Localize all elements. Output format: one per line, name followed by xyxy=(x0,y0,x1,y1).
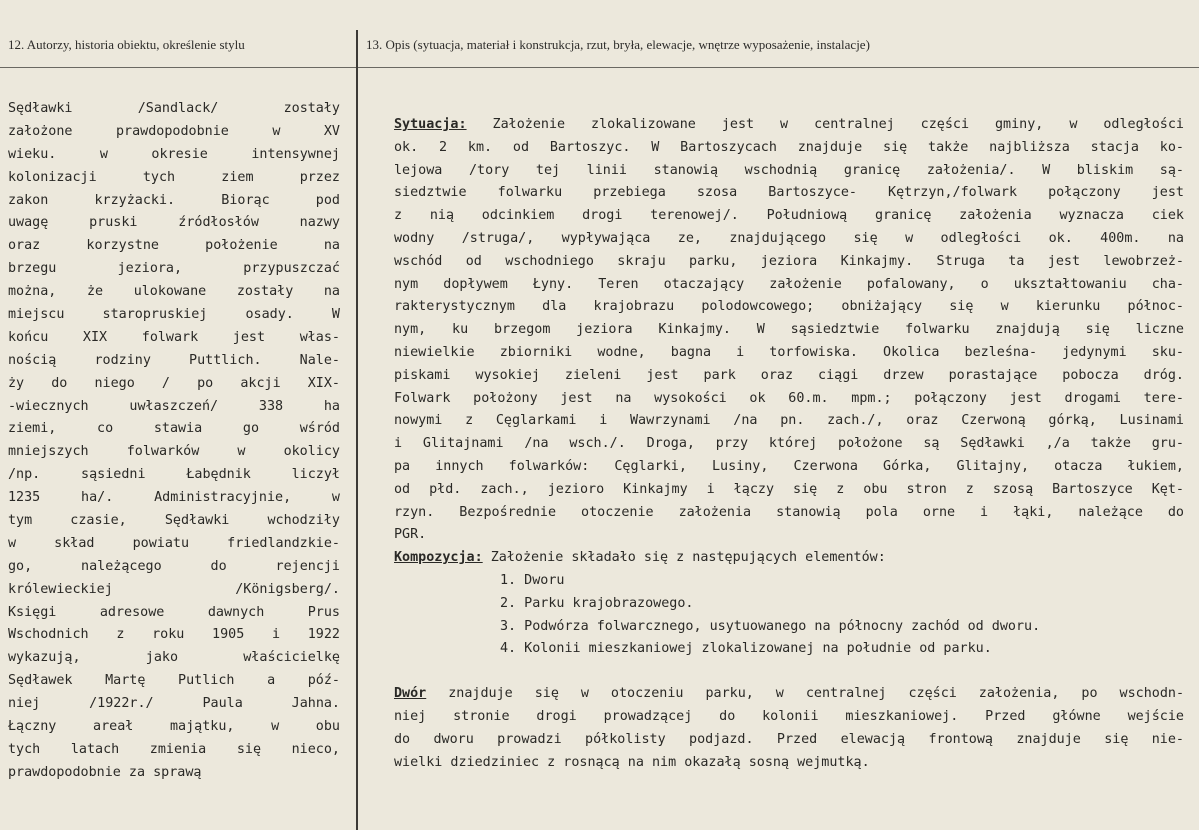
sytuacja-text: nym dopływem Łyny. Teren otaczający założenie pofalowany, o ukształtowaniu cha- xyxy=(394,276,1184,292)
sytuacja-text: i Glitajnami /na wsch./. Droga, przy której położone są Sędławki ,/a także gru- xyxy=(394,436,1184,452)
dwor-line xyxy=(394,706,1184,729)
sytuacja-text: nowymi z Cęglarkami i Wawrzynami /na pn. zach./, oraz Czerwoną górką, Lusinami xyxy=(394,413,1184,429)
history-line: wieku. w okresie intensywnej xyxy=(8,146,340,162)
sytuacja-line xyxy=(394,410,1184,433)
sytuacja-line xyxy=(394,479,1184,502)
sytuacja-text: wodny /struga/, wypływająca ze, znajdującego się w odległości ok. 400m. na xyxy=(394,230,1184,246)
history-line: Łączny areał majątku, w obu xyxy=(8,719,340,735)
sytuacja-text: Folwark położony jest na wysokości ok 60.m. mpm.; połączony jest drogami tere- xyxy=(394,390,1184,406)
sytuacja-text: rakterystycznym dla krajobrazu polodowcowego; obniżający się w kierunku północ- xyxy=(394,299,1184,315)
kompozycja-item: 3. Podwórza folwarcznego, usytuowanego na północny zachód od dworu. xyxy=(500,618,1041,634)
dwor-text: do dworu prowadzi półkolisty podjazd. Przed elewacją frontową znajduje się nie- xyxy=(394,731,1184,747)
history-line: /np. sąsiedni Łabędnik liczył xyxy=(8,467,340,483)
history-line: go, należącego do rejencji xyxy=(8,558,340,574)
sytuacja-text: piskami wysokiej zieleni jest park oraz ciągi drzew porastające pobocza dróg. xyxy=(394,367,1184,383)
history-line: ziemi, co stawia go wśród xyxy=(8,421,340,437)
history-line: królewieckiej /Königsberg/. xyxy=(8,581,340,597)
history-line: nością rodziny Puttlich. Nale- xyxy=(8,352,340,368)
kompozycja-section xyxy=(394,547,1184,661)
paragraph-gap xyxy=(394,661,1184,683)
sytuacja-text: lejowa /tory tej linii stanowią wschodnią granicę założenia/. W bliskim są- xyxy=(394,162,1184,178)
sytuacja-text: niewielkie zbiorniki wodne, bagna i torfowiska. Okolica bezleśna- jedynymi sku- xyxy=(394,344,1184,360)
dwor-line xyxy=(394,729,1184,752)
header-divider xyxy=(0,67,1199,68)
kompozycja-item: 4. Kolonii mieszkaniowej zlokalizowanej na południe od parku. xyxy=(500,641,992,657)
sytuacja-text: nym, ku brzegom jeziora Kinkajmy. W sąsiedztwie folwarku znajdują się liczne xyxy=(394,322,1184,338)
history-line: uwagę pruski źródłosłów nazwy xyxy=(8,215,340,231)
sytuacja-line xyxy=(394,502,1184,525)
history-line: założone prawdopodobnie w XV xyxy=(8,123,340,139)
dwor-heading: Dwór xyxy=(394,686,427,702)
kompozycja-intro-line xyxy=(394,547,1184,570)
dwor-paragraph xyxy=(394,683,1184,774)
kompozycja-item: 2. Parku krajobrazowego. xyxy=(500,595,694,611)
sytuacja-line xyxy=(394,274,1184,297)
sytuacja-paragraph xyxy=(394,114,1184,547)
history-line: można, że ulokowane zostały na xyxy=(8,284,340,300)
sytuacja-text: od płd. zach., jezioro Kinkajmy i łączy się z obu stron z szosą Bartoszyce Kęt- xyxy=(394,481,1184,497)
sytuacja-text: pa innych folwarków: Cęglarki, Lusiny, Czerwona Górka, Glitajny, otacza łukiem, xyxy=(394,458,1184,474)
kompozycja-intro: Założenie składało się z następujących elementów: xyxy=(490,550,886,566)
section-12-header: 12. Autorzy, historia obiektu, określenie stylu xyxy=(8,37,245,52)
history-line: -wiecznych uwłaszczeń/ 338 ha xyxy=(8,398,340,414)
history-line: kolonizacji tych ziem przez xyxy=(8,169,340,185)
history-line: mniejszych folwarków w okolicy xyxy=(8,444,340,460)
history-line: oraz korzystne położenie na xyxy=(8,238,340,254)
kompozycja-item: 1. Dworu xyxy=(500,572,565,588)
description-text xyxy=(394,114,1184,774)
sytuacja-line xyxy=(394,251,1184,274)
sytuacja-line xyxy=(394,114,1184,137)
sytuacja-line xyxy=(394,342,1184,365)
history-line: Sędławek Martę Putlich a póź- xyxy=(8,673,340,689)
sytuacja-line xyxy=(394,182,1184,205)
sytuacja-text: z nią odcinkiem drogi terenowej/. Południową granicę założenia wyznacza ciek xyxy=(394,208,1184,224)
history-line: 1235 ha/. Administracyjnie, w xyxy=(8,490,340,506)
history-line: Księgi adresowe dawnych Prus xyxy=(8,604,340,620)
column-divider xyxy=(356,30,358,830)
history-line: końcu XIX folwark jest włas- xyxy=(8,329,340,345)
history-line: tym czasie, Sędławki wchodziły xyxy=(8,513,340,529)
sytuacja-line xyxy=(394,388,1184,411)
sytuacja-text: rzyn. Bezpośrednie otoczenie założenia stanowią pola orne i łąki, należące do xyxy=(394,504,1184,520)
history-line: miejscu staropruskiej osady. W xyxy=(8,307,340,323)
dwor-line xyxy=(394,683,1184,706)
history-line: prawdopodobnie za sprawą xyxy=(8,764,202,780)
dwor-text: niej stronie drogi prowadzącej do kolonii mieszkaniowej. Przed główne wejście xyxy=(394,708,1184,724)
history-line: tych latach zmienia się nieco, xyxy=(8,741,340,757)
history-line: ży do niego / po akcji XIX- xyxy=(8,375,340,391)
sytuacja-line xyxy=(394,365,1184,388)
history-line: niej /1922r./ Paula Jahna. xyxy=(8,696,340,712)
sytuacja-text: ok. 2 km. od Bartoszyc. W Bartoszycach znajduje się także najbliższa stacja ko- xyxy=(394,139,1184,155)
sytuacja-line xyxy=(394,137,1184,160)
history-line: Wschodnich z roku 1905 i 1922 xyxy=(8,627,340,643)
sytuacja-line xyxy=(394,296,1184,319)
sytuacja-line xyxy=(394,228,1184,251)
history-line: zakon krzyżacki. Biorąc pod xyxy=(8,192,340,208)
kompozycja-heading: Kompozycja: xyxy=(394,550,483,566)
sytuacja-text: wschód od wschodniego skraju parku, jeziora Kinkajmy. Struga ta jest lewobrzeż- xyxy=(394,253,1184,269)
sytuacja-line xyxy=(394,524,1184,547)
sytuacja-line xyxy=(394,456,1184,479)
sytuacja-text: Założenie zlokalizowane jest w centralnej części gminy, w odległości xyxy=(492,117,1184,132)
sytuacja-text: PGR. xyxy=(394,527,427,543)
section-13-header: 13. Opis (sytuacja, materiał i konstrukcja, rzut, bryła, elewacje, wnętrze wyposażenie, instalacje) xyxy=(366,37,870,52)
kompozycja-list xyxy=(394,570,1184,661)
sytuacja-line xyxy=(394,160,1184,183)
history-text xyxy=(8,98,340,785)
history-line: wykazują, jako właścicielkę xyxy=(8,650,340,666)
dwor-text: wielki dziedziniec z rosnącą na nim okazałą sosną wejmutką. xyxy=(394,754,870,770)
history-line: w skład powiatu friedlandzkie- xyxy=(8,535,340,551)
history-line: Sędławki /Sandlack/ zostały xyxy=(8,101,340,116)
sytuacja-heading: Sytuacja: xyxy=(394,117,467,132)
sytuacja-line xyxy=(394,433,1184,456)
dwor-text: znajduje się w otoczeniu parku, w centralnej części założenia, po wschodn- xyxy=(448,686,1185,702)
sytuacja-line xyxy=(394,319,1184,342)
dwor-line xyxy=(394,752,1184,775)
history-line: brzegu jeziora, przypuszczać xyxy=(8,261,340,277)
sytuacja-text: siedztwie folwarku przebiega szosa Bartoszyce- Kętrzyn,/folwark połączony jest xyxy=(394,185,1184,201)
sytuacja-line xyxy=(394,205,1184,228)
